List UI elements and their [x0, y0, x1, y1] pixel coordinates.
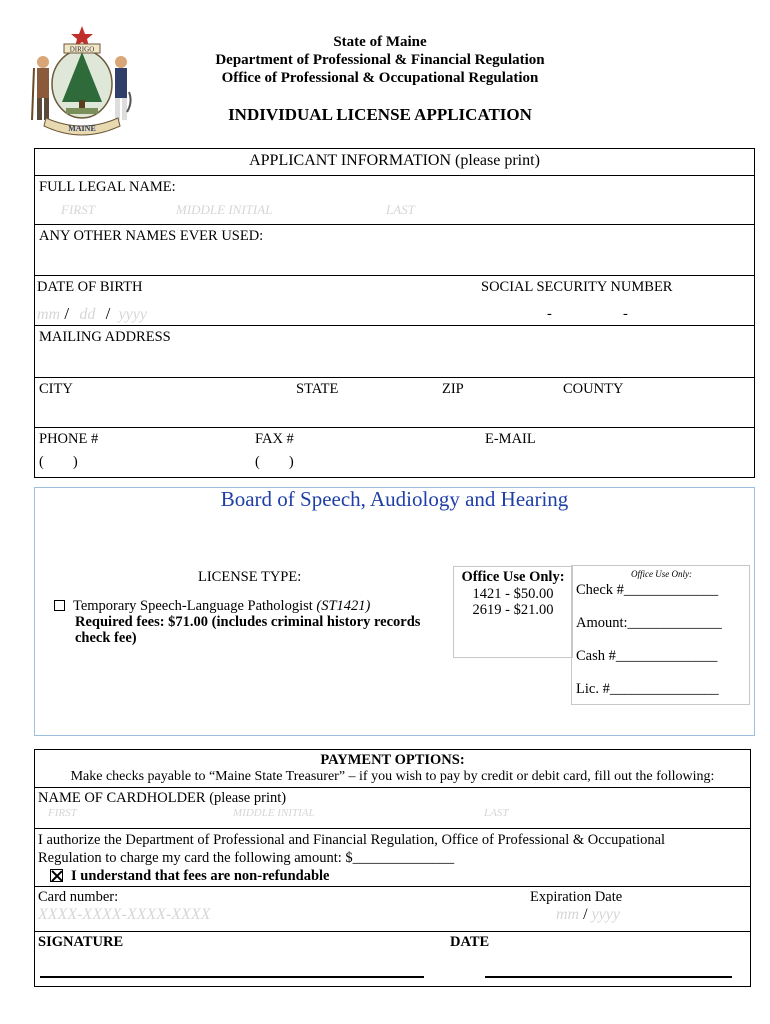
fax-field[interactable]: ( )	[255, 454, 294, 470]
board-title: Board of Speech, Audiology and Hearing	[220, 487, 569, 511]
exp-year-placeholder: yyyy	[591, 906, 620, 923]
office-fee-1421: 1421 - $50.00	[472, 586, 554, 602]
page-title: INDIVIDUAL LICENSE APPLICATION	[228, 105, 532, 124]
expiration-label: Expiration Date	[530, 889, 623, 905]
required-fees-line1: Required fees: $71.00 (includes criminal history records	[75, 614, 421, 630]
license-number-field: Lic. #_______________	[576, 681, 719, 697]
expiration-date-field[interactable]	[556, 906, 620, 924]
header-state: State of Maine	[333, 34, 427, 50]
amount-field: Amount:_____________	[576, 615, 722, 631]
header-office: Office of Professional & Occupational Regulation	[221, 70, 539, 86]
ssn-label: SOCIAL SECURITY NUMBER	[481, 279, 673, 295]
mailing-address-label: MAILING ADDRESS	[39, 329, 171, 345]
header-department: Department of Professional & Financial Regulation	[215, 52, 545, 68]
dob-month-placeholder: mm	[37, 306, 61, 323]
nonrefundable-acknowledgement[interactable]	[50, 868, 329, 885]
check-number-field: Check #_____________	[576, 582, 719, 598]
dob-day-placeholder: dd	[79, 306, 96, 323]
first-name-field[interactable]: FIRST	[61, 202, 95, 217]
fax-label: FAX #	[255, 431, 294, 447]
exp-slash: /	[583, 906, 588, 923]
license-option-st1421[interactable]	[54, 598, 370, 615]
ssn-dash-2[interactable]: -	[623, 306, 628, 322]
license-option-checkbox[interactable]	[54, 600, 65, 611]
county-label: COUNTY	[563, 381, 624, 397]
svg-text:DIRIGO: DIRIGO	[69, 45, 95, 54]
dob-year-placeholder: yyyy	[118, 306, 147, 323]
dob-label: DATE OF BIRTH	[37, 279, 143, 295]
license-type-label: LICENSE TYPE:	[198, 569, 302, 585]
date-line[interactable]	[485, 976, 732, 978]
cardholder-last-field[interactable]: LAST	[484, 807, 509, 819]
nonrefundable-checkbox[interactable]	[50, 869, 63, 882]
ssn-dash-1[interactable]: -	[547, 306, 552, 322]
phone-label: PHONE #	[39, 431, 99, 447]
license-option-label: Temporary Speech-Language Pathologist	[73, 598, 317, 614]
dob-slash: /	[64, 304, 70, 323]
last-name-field[interactable]: LAST	[386, 202, 415, 217]
applicant-info-heading: APPLICANT INFORMATION (please print)	[249, 152, 540, 169]
maine-state-seal-icon	[30, 22, 134, 142]
state-label: STATE	[296, 381, 339, 397]
zip-label: ZIP	[442, 381, 464, 397]
required-fees-line2: check fee)	[75, 630, 137, 646]
office-fee-2619: 2619 - $21.00	[472, 602, 554, 618]
full-name-label: FULL LEGAL NAME:	[39, 179, 176, 195]
cardholder-label: NAME OF CARDHOLDER (please print)	[38, 790, 287, 806]
authorize-line1: I authorize the Department of Professional and Financial Regulation, Office of Professional & Occupational	[38, 832, 666, 848]
cash-number-field: Cash #______________	[576, 648, 718, 664]
card-number-field[interactable]: XXXX-XXXX-XXXX-XXXX	[38, 906, 211, 923]
other-names-label: ANY OTHER NAMES EVER USED:	[39, 228, 264, 244]
dob-field[interactable]	[37, 304, 147, 324]
svg-text:MAINE: MAINE	[68, 124, 96, 133]
phone-field[interactable]: ( )	[39, 454, 78, 470]
payment-instructions: Make checks payable to “Maine State Treasurer” – if you wish to pay by credit or debit card, fill out the following:	[70, 769, 715, 784]
signature-line[interactable]	[40, 976, 424, 978]
nonrefundable-label: I understand that fees are non-refundable	[71, 868, 330, 884]
dob-slash: /	[105, 304, 111, 323]
date-label: DATE	[450, 934, 490, 950]
exp-month-placeholder: mm	[556, 906, 580, 923]
card-number-label: Card number:	[38, 889, 119, 905]
payment-heading: PAYMENT OPTIONS:	[320, 752, 465, 768]
signature-label: SIGNATURE	[38, 934, 124, 950]
license-option-code: (ST1421)	[316, 598, 371, 614]
middle-initial-field[interactable]: MIDDLE INITIAL	[176, 202, 273, 217]
cardholder-middle-field[interactable]: MIDDLE INITIAL	[233, 807, 315, 819]
city-label: CITY	[39, 381, 73, 397]
email-label: E-MAIL	[485, 431, 536, 447]
office-use-heading: Office Use Only:	[461, 569, 565, 585]
cardholder-first-field[interactable]: FIRST	[48, 807, 77, 819]
authorize-amount-field[interactable]: Regulation to charge my card the following amount: $______________	[38, 850, 455, 866]
office-use-small-label: Office Use Only:	[631, 569, 692, 579]
